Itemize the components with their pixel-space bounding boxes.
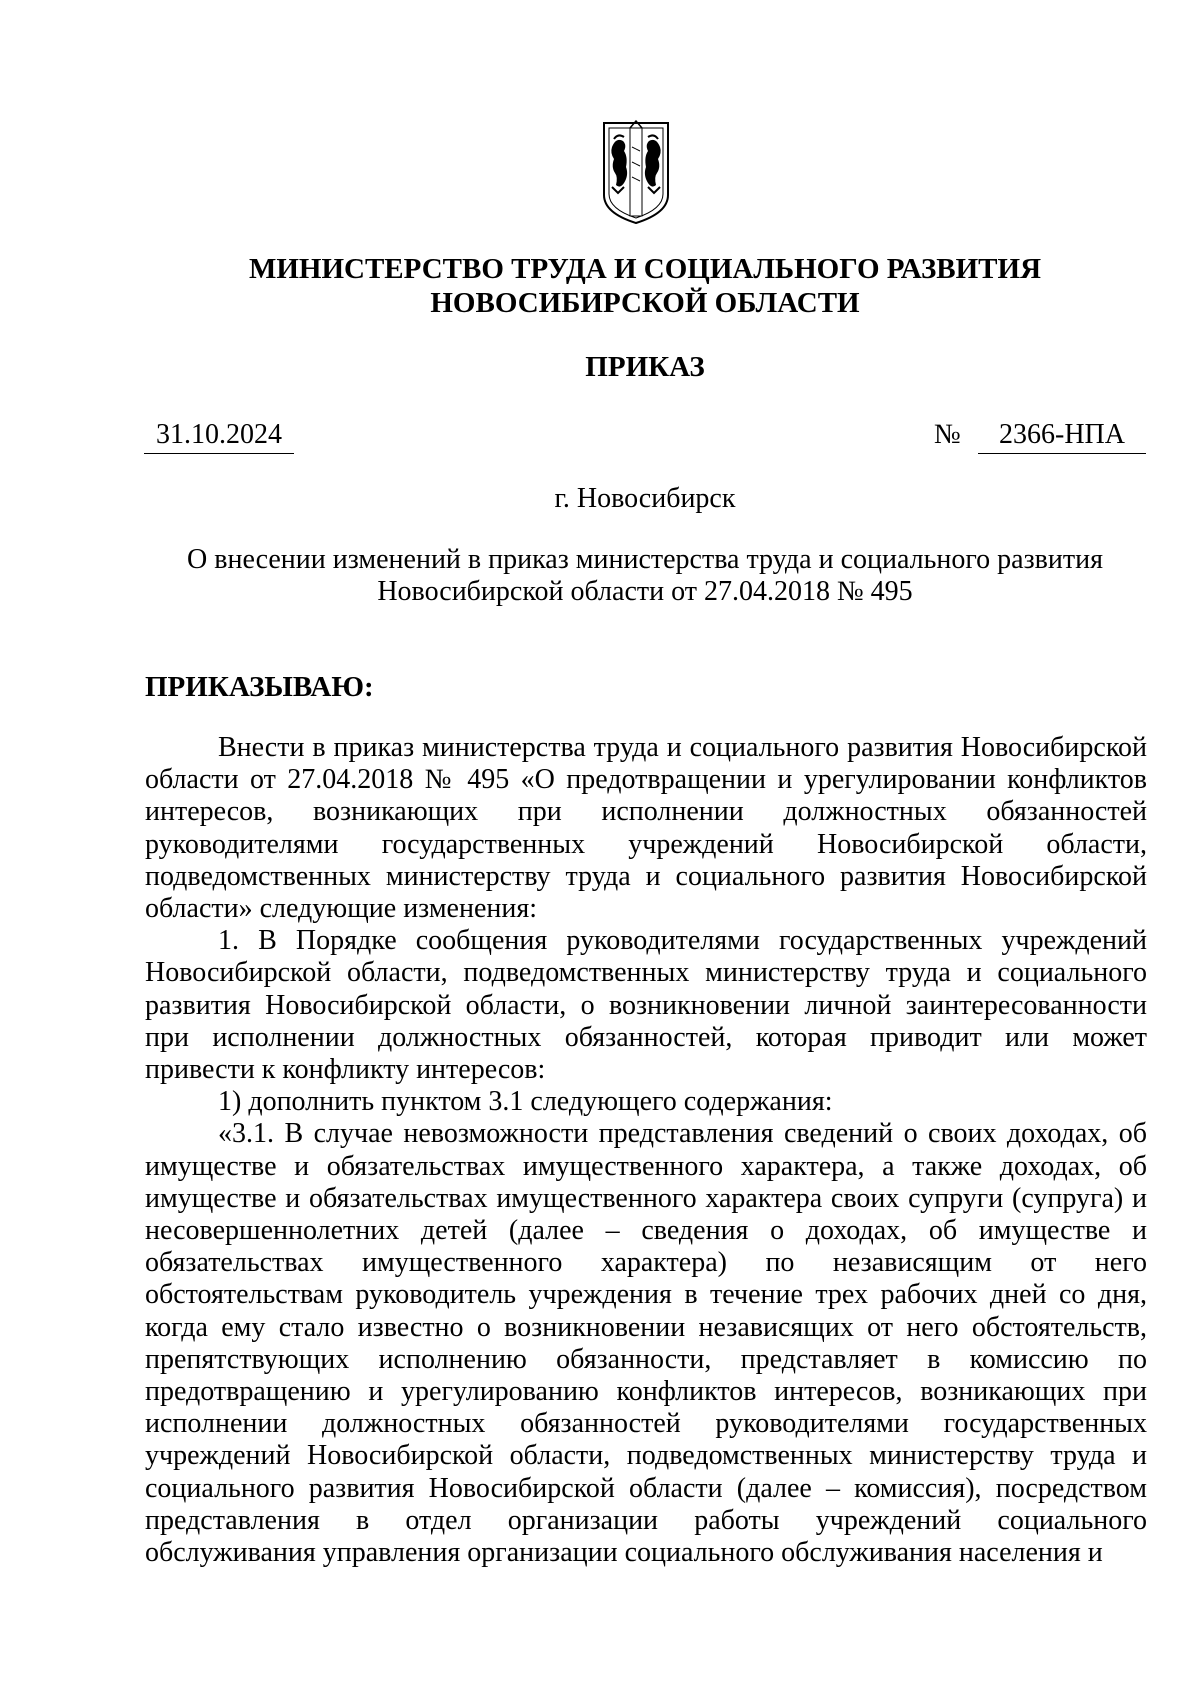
document-type: ПРИКАЗ (585, 351, 705, 383)
body-paragraph: 1) дополнить пунктом 3.1 следующего содержания: (218, 1086, 833, 1118)
document-city: г. Новосибирск (554, 483, 736, 514)
organization-name-line-2: НОВОСИБИРСКОЙ ОБЛАСТИ (430, 287, 860, 319)
document-subject-line-1: О внесении изменений в приказ министерства труда и социального развития (187, 544, 1103, 575)
number-sign: № (934, 419, 961, 450)
body-paragraph: Внести в приказ министерства труда и социального развития Новосибирской области от 27.04.2018 № 495 «О предотвращении и урегулировании конфликтов интересов, возникающих при исполнении должностных обязанностей руководителями государственных учреждений Новосибирской области, подведомственных министерству труда и социального развития Новосибирской области» следующие изменения: (145, 732, 1147, 925)
novosibirsk-coat-of-arms-icon (596, 117, 676, 227)
document-date: 31.10.2024 (144, 419, 294, 454)
order-directive: ПРИКАЗЫВАЮ: (145, 671, 374, 703)
document-body (145, 732, 1147, 1569)
organization-name (145, 252, 1145, 320)
body-paragraph: «3.1. В случае невозможности представления сведений о своих доходах, об имуществе и обязательствах имущественного характера, а также доходах, об имуществе и обязательствах имущественного характера своих супруги (супруга) и несовершеннолетних детей (далее – сведения о доходах, об имуществе и обязательствах имущественного характера) по независящим от него обстоятельствам руководитель учреждения в течение трех рабочих дней со дня, когда ему стало известно о возникновении независящих от него обстоятельств, препятствующих исполнению обязанности, представляет в комиссию по предотвращению и урегулированию конфликтов интересов, возникающих при исполнении должностных обязанностей руководителями государственных учреждений Новосибирской области, подведомственных министерству труда и социального развития Новосибирской области (далее – комиссия), посредством представления в отдел организации работы учреждений социального обслуживания управления организации социального обслуживания населения и (145, 1118, 1147, 1569)
body-paragraph: 1. В Порядке сообщения руководителями государственных учреждений Новосибирской области, подведомственных министерству труда и социального развития Новосибирской области, о возникновении личной заинтересованности при исполнении должностных обязанностей, которая приводит или может привести к конфликту интересов: (145, 925, 1147, 1086)
document-subject-line-2: Новосибирской области от 27.04.2018 № 495 (377, 576, 913, 607)
document-number: 2366-НПА (978, 419, 1146, 454)
organization-name-line-1: МИНИСТЕРСТВО ТРУДА И СОЦИАЛЬНОГО РАЗВИТИЯ (248, 253, 1042, 285)
document-subject (145, 544, 1145, 608)
